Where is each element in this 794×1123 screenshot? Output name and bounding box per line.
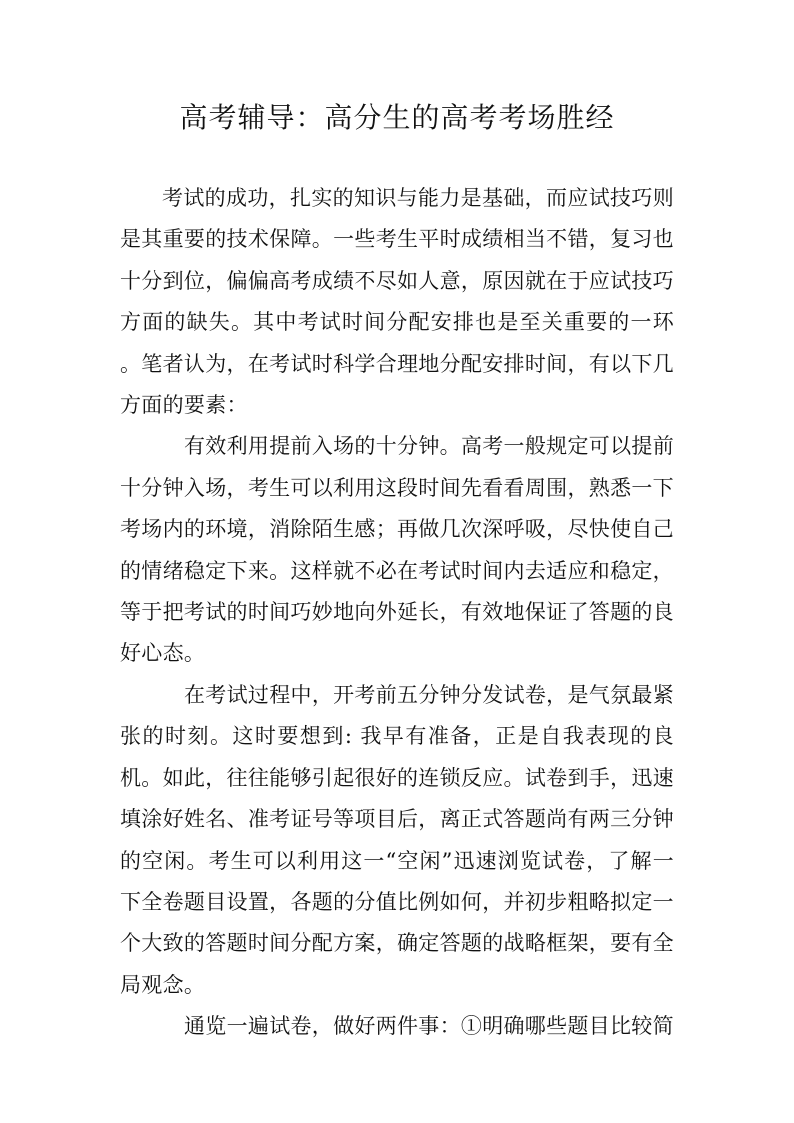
paragraph-exam-process: 在考试过程中，开考前五分钟分发试卷，是气氛最紧张的时刻。这时要想到: 我早有准备，正是自我表现的良机。如此，往往能够引起很好的连锁反应。试卷到手，迅速填涂好姓名、准考证号等项目后，离正式答题尚有两三分钟的空闲。考生可以利用这一“空闲”迅速浏览试卷，了解一下全卷题目设置，各题的分值比例如何，并初步粗略拟定一个大致的答题时间分配方案，确定答题的战略框架，要有全局观念。: [120, 682, 674, 997]
document-title: 高考辅导：高分生的高考考场胜经: [179, 101, 615, 134]
paragraph-intro: 考试的成功，扎实的知识与能力是基础，而应试技巧则是其重要的技术保障。一些考生平时成绩相当不错，复习也十分到位，偏偏高考成绩不尽如人意，原因就在于应试技巧方面的缺失。其中考试时间分配安排也是至关重要的一环 。笔者认为，在考试时科学合理地分配安排时间，有以下几方面的要素：: [120, 186, 674, 418]
paragraph-entry-time: 有效利用提前入场的十分钟。高考一般规定可以提前十分钟入场，考生可以利用这段时间先看看周围，熟悉一下考场内的环境，消除陌生感；再做几次深呼吸，尽快使自己的情绪稳定下来。这样就不必在考试时间内去适应和稳定，等于把考试的时间巧妙地向外延长，有效地保证了答题的良好心态。: [120, 434, 674, 666]
paragraph-overview: 通览一遍试卷，做好两件事：①明确哪些题目比较简: [184, 1014, 674, 1039]
document-body: [120, 178, 674, 1048]
